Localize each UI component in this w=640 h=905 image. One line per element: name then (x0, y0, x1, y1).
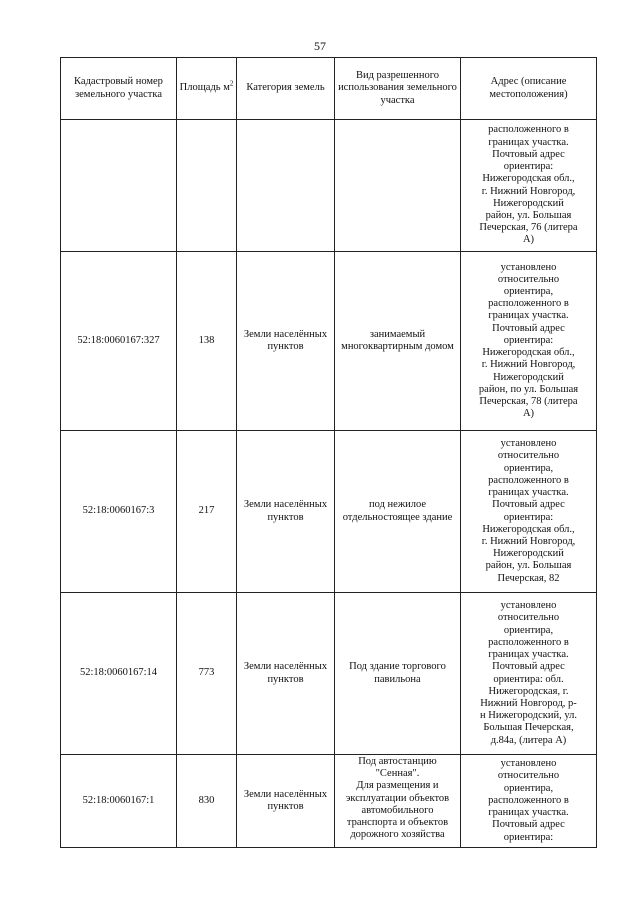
cell-category: Земли населённых пунктов (237, 755, 335, 848)
header-area-unit-superscript: 2 (229, 79, 234, 88)
cell-use (335, 120, 461, 252)
table-row (61, 593, 597, 755)
cell-category: Земли населённых пунктов (237, 252, 335, 431)
header-address: Адрес (описание местоположения) (461, 58, 597, 120)
cell-address: расположенного в границах участка. Почтовый адрес ориентира: Нижегородская обл., г. Нижний Новгород, Нижегородский район, ул. Большая Печерская, 76 (литера А) (461, 120, 597, 252)
header-use: Вид разрешенного использования земельного участка (335, 58, 461, 120)
cell-address: установлено относительно ориентира, расположенного в границах участка. Почтовый адрес ориентира: (461, 755, 597, 848)
cell-cadastral: 52:18:0060167:327 (61, 252, 177, 431)
table-header-row (61, 58, 597, 120)
land-plots-table (60, 57, 597, 848)
cell-area: 217 (177, 431, 237, 593)
cell-address: установлено относительно ориентира, расположенного в границах участка. Почтовый адрес ориентира: Нижегородская обл., г. Нижний Новгород, Нижегородский район, по ул. Большая Печерская, 78 (литера А) (461, 252, 597, 431)
cell-area: 773 (177, 593, 237, 755)
cell-use: Под здание торгового павильона (335, 593, 461, 755)
cell-cadastral: 52:18:0060167:1 (61, 755, 177, 848)
cell-category: Земли населённых пунктов (237, 431, 335, 593)
cell-cadastral (61, 120, 177, 252)
table-row (61, 431, 597, 593)
page-number: 57 (314, 39, 326, 53)
header-category: Категория земель (237, 58, 335, 120)
cell-area: 138 (177, 252, 237, 431)
table-row (61, 755, 597, 848)
header-area-label: Площадь м (179, 82, 230, 94)
cell-address: установлено относительно ориентира, расположенного в границах участка. Почтовый адрес ориентира: Нижегородская обл., г. Нижний Новгород, Нижегородский район, ул. Большая Печерская, 82 (461, 431, 597, 593)
cell-use: под нежилое отдельностоящее здание (335, 431, 461, 593)
table-row (61, 252, 597, 431)
cell-area: 830 (177, 755, 237, 848)
table-row (61, 120, 597, 252)
cell-use: Под автостанцию "Сенная". Для размещения и эксплуатации объектов автомобильного транспорта и объектов дорожного хозяйства (335, 755, 461, 848)
cell-category: Земли населённых пунктов (237, 593, 335, 755)
cell-use: занимаемый многоквартирным домом (335, 252, 461, 431)
cell-address: установлено относительно ориентира, расположенного в границах участка. Почтовый адрес ориентира: обл. Нижегородская, г. Нижний Новгород, р- н Нижегородский, ул. Большая Печерская, д.84а, (литера А) (461, 593, 597, 755)
cell-area (177, 120, 237, 252)
cell-cadastral: 52:18:0060167:14 (61, 593, 177, 755)
header-area (177, 58, 237, 120)
cell-category (237, 120, 335, 252)
cell-cadastral: 52:18:0060167:3 (61, 431, 177, 593)
header-cadastral: Кадастровый номер земельного участка (61, 58, 177, 120)
